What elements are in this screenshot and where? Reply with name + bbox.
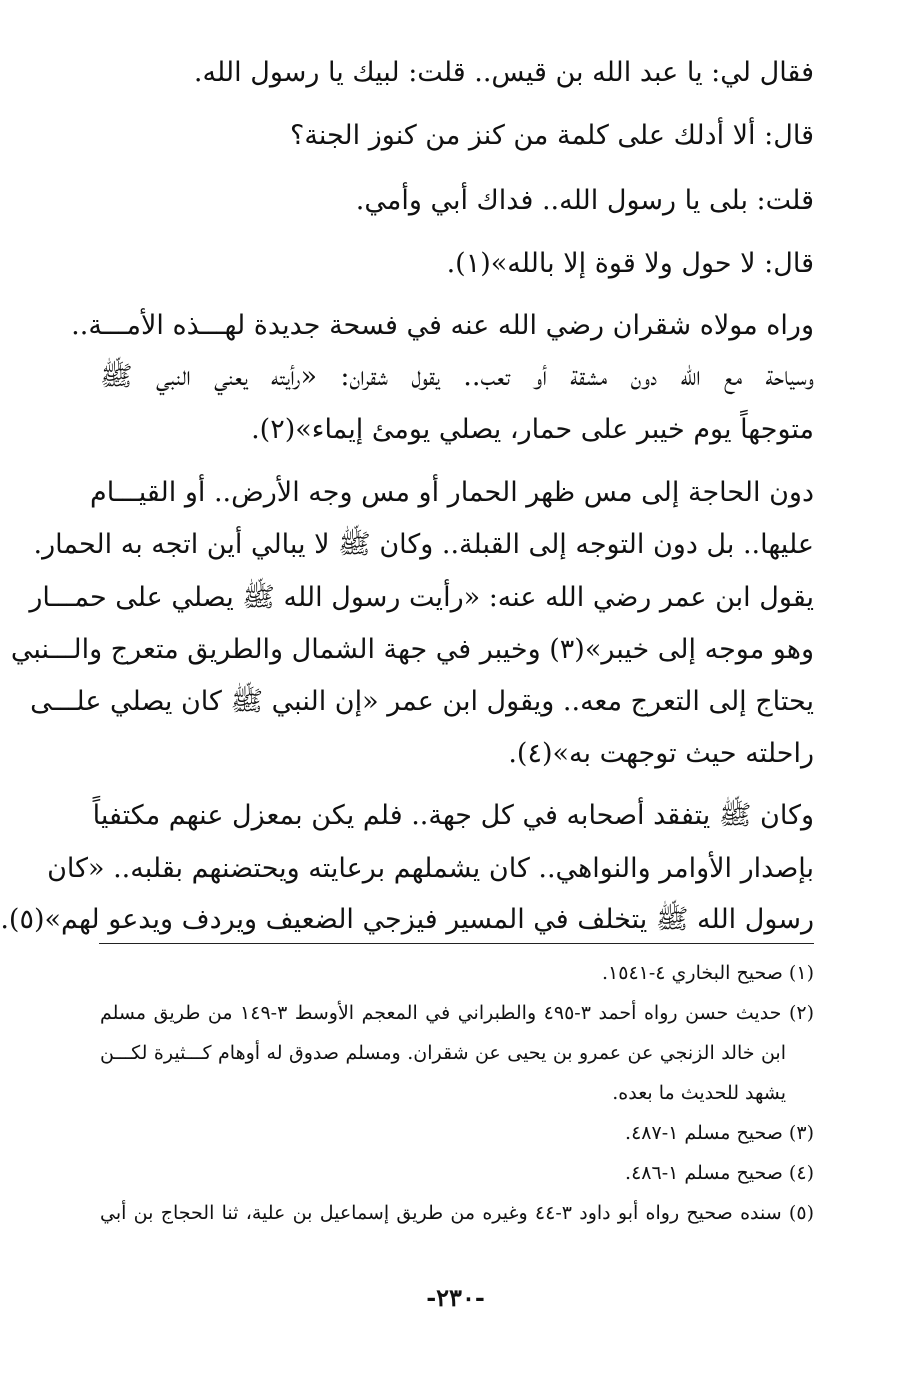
text-line: دون الحاجة إلى مس ظهر الحمار أو مس وجه الأرض.. أو القيـــام: [90, 477, 814, 508]
text-line: قال: لا حول ولا قوة إلا بالله»(١).: [446, 248, 814, 279]
text-line: وسياحة مع الله دون مشقة أو تعب.. يقول شقران: «رأيته يعني النبي ﷺ: [100, 361, 814, 392]
text-line: رسول الله ﷺ يتخلف في المسير فيزجي الضعيف ويردف ويدعو لهم»(٥).: [0, 904, 814, 935]
footnote: (١) صحيح البخاري ٤-١٥٤١.: [602, 962, 814, 984]
text-line: راحلته حيث توجهت به»(٤).: [508, 738, 814, 769]
text-line: عليها.. بل دون التوجه إلى القبلة.. وكان ﷺ لا يبالي أين اتجه به الحمار.: [33, 529, 814, 560]
text-line: قلت: بلى يا رسول الله.. فداك أبي وأمي.: [355, 185, 814, 216]
text-line: بإصدار الأوامر والنواهي.. كان يشملهم برعايته ويحتضنهم بقلبه.. «كان: [47, 853, 814, 884]
text-line: يقول ابن عمر رضي الله عنه: «رأيت رسول الله ﷺ يصلي على حمـــار: [29, 582, 814, 613]
footnote-separator: [99, 943, 814, 944]
footnote: (٢) حديث حسن رواه أحمد ٣-٤٩٥ والطبراني في المعجم الأوسط ٣-١٤٩ من طريق مسلم: [100, 1002, 815, 1024]
text-line: وراه مولاه شقران رضي الله عنه في فسحة جديدة لهـــذه الأمـــة..: [71, 310, 814, 341]
footnote: (٥) سنده صحيح رواه أبو داود ٣-٤٤ وغيره من طريق إسماعيل بن علية، ثنا الحجاج بن أبي: [100, 1202, 814, 1224]
text-line: يحتاج إلى التعرج معه.. ويقول ابن عمر «إن النبي ﷺ كان يصلي علـــى: [30, 686, 814, 717]
page-number: -٢٣٠-: [426, 1283, 485, 1312]
text-line: قال: ألا أدلك على كلمة من كنز من كنوز الجنة؟: [290, 120, 814, 151]
footnote-continuation: يشهد للحديث ما بعده.: [612, 1082, 786, 1104]
footnote-continuation: ابن خالد الزنجي عن عمرو بن يحيى عن شقران. ومسلم صدوق له أوهام كـــثيرة لكـــن: [100, 1042, 786, 1064]
text-line: وكان ﷺ يتفقد أصحابه في كل جهة.. فلم يكن بمعزل عنهم مكتفياً: [92, 800, 814, 831]
footnote: (٣) صحيح مسلم ١-٤٨٧.: [625, 1122, 814, 1144]
footnote: (٤) صحيح مسلم ١-٤٨٦.: [625, 1162, 814, 1184]
text-line: فقال لي: يا عبد الله بن قيس.. قلت: لبيك يا رسول الله.: [193, 57, 814, 88]
text-line: وهو موجه إلى خيبر»(٣) وخيبر في جهة الشمال والطريق متعرج والـــنبي: [10, 634, 814, 665]
text-line: متوجهاً يوم خيبر على حمار، يصلي يومئ إيماء»(٢).: [251, 414, 814, 445]
